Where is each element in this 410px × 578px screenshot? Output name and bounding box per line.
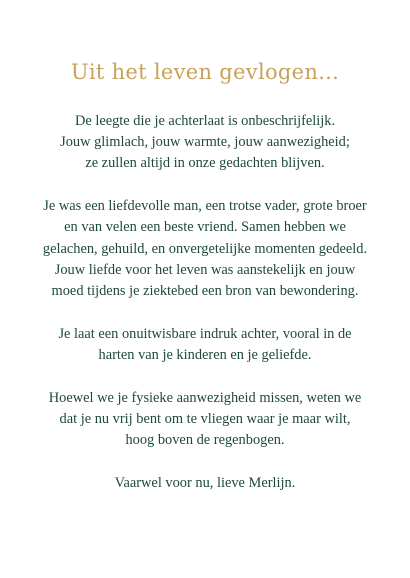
text-line: gelachen, gehuild, en onvergetelijke momenten gedeeld. — [42, 240, 368, 257]
paragraph-goodbye — [0, 473, 410, 494]
paragraph-free-to-fly — [0, 388, 410, 452]
text-line: hoog boven de regenbogen. — [125, 431, 285, 448]
text-line: en van velen een beste vriend. Samen hebben we — [64, 219, 346, 236]
text-line: Je was een liefdevolle man, een trotse vader, grote broer — [43, 198, 367, 215]
text-line: Jouw glimlach, jouw warmte, jouw aanwezigheid; — [60, 134, 350, 151]
text-line: Je laat een onuitwisbare indruk achter, vooral in de — [58, 325, 352, 342]
text-line: Vaarwel voor nu, lieve Merlijn. — [114, 474, 296, 491]
card-title: Uit het leven gevlogen... — [70, 60, 340, 84]
paragraph-farewell-intro — [0, 111, 410, 175]
text-line: De leegte die je achterlaat is onbeschrijfelijk. — [74, 113, 336, 129]
text-line: harten van je kinderen en je geliefde. — [98, 346, 312, 363]
text-line: Hoewel we je fysieke aanwezigheid missen, weten we — [48, 389, 362, 406]
paragraph-tribute — [0, 196, 410, 302]
card-body — [0, 111, 410, 515]
text-line: ze zullen altijd in onze gedachten blijven. — [85, 155, 325, 172]
text-line: Jouw liefde voor het leven was aanstekelijk en jouw — [54, 261, 356, 278]
paragraph-lasting-impression — [0, 324, 410, 366]
text-line: dat je nu vrij bent om te vliegen waar je maar wilt, — [59, 410, 351, 427]
text-line: moed tijdens je ziektebed een bron van bewondering. — [51, 282, 359, 299]
